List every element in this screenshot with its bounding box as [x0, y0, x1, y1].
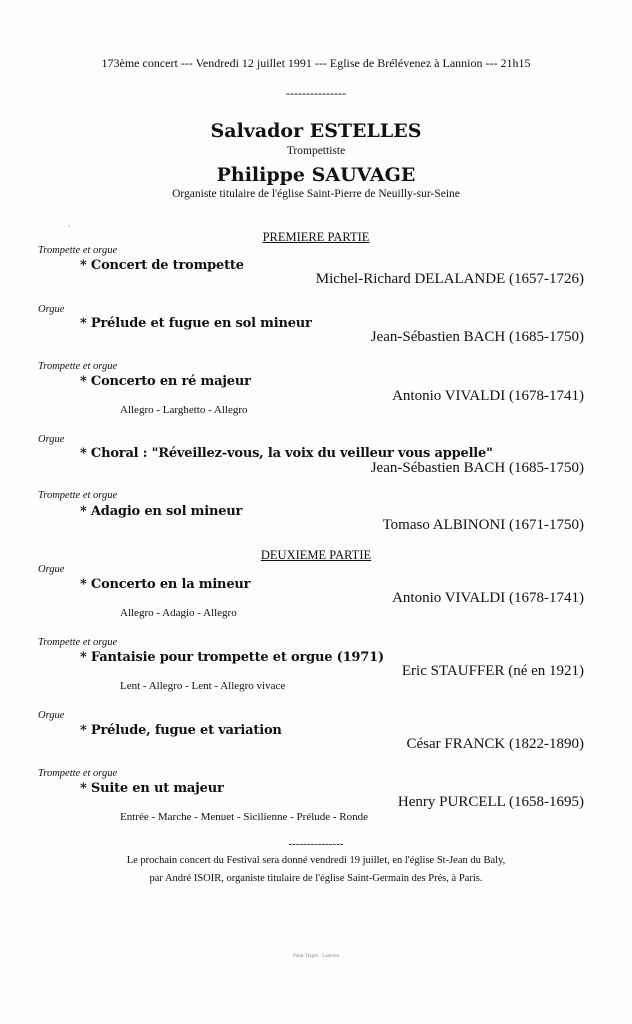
piece-title: * Concert de trompette — [80, 258, 244, 273]
piece-movements: Allegro - Larghetto - Allegro — [120, 404, 248, 416]
piece-title: * Concerto en la mineur — [80, 577, 251, 592]
part-heading-first: PREMIERE PARTIE — [262, 230, 370, 244]
piece-composer: Michel-Richard DELALANDE (1657-1726) — [315, 271, 584, 287]
piece-composer: Antonio VIVALDI (1678-1741) — [392, 388, 584, 404]
header-separator: --------------- — [286, 86, 346, 100]
piece-movements: Allegro - Adagio - Allegro — [120, 607, 237, 619]
piece-title: * Prélude, fugue et variation — [80, 723, 282, 738]
piece-composer: Jean-Sébastien BACH (1685-1750) — [370, 460, 584, 476]
stray-mark: · — [68, 222, 71, 231]
piece-title: * Prélude et fugue en sol mineur — [80, 316, 312, 331]
piece-instruments: Trompette et orgue — [38, 245, 118, 256]
closing-separator: --------------- — [288, 838, 344, 850]
piece-composer: Henry PURCELL (1658-1695) — [397, 794, 584, 810]
piece-instruments: Trompette et orgue — [38, 361, 118, 372]
piece-instruments: Trompette et orgue — [38, 490, 118, 501]
concert-header: 173ème concert --- Vendredi 12 juillet 1991 --- Eglise de Brélévenez à Lannion --- 21h15 — [101, 56, 531, 70]
piece-composer: César FRANCK (1822-1890) — [406, 736, 584, 752]
piece-instruments: Trompette et orgue — [38, 637, 118, 648]
next-concert-line-2: par André ISOIR, organiste titulaire de l'église Saint-Germain des Prés, à Paris. — [149, 873, 483, 884]
artist-role-organ: Organiste titulaire de l'église Saint-Pierre de Neuilly-sur-Seine — [172, 188, 460, 200]
piece-title: * Choral : "Réveillez-vous, la voix du veilleur vous appelle" — [80, 446, 493, 461]
piece-instruments: Orgue — [38, 304, 65, 315]
piece-movements: Entrée - Marche - Menuet - Sicilienne - Prélude - Ronde — [120, 811, 369, 823]
next-concert-line-1: Le prochain concert du Festival sera donné vendredi 19 juillet, en l'église St-Jean du Baly, — [126, 855, 506, 866]
piece-composer: Eric STAUFFER (né en 1921) — [401, 663, 584, 679]
printer-imprint: Publi Trégor · Lannion — [293, 954, 339, 959]
piece-instruments: Orgue — [38, 710, 65, 721]
piece-title: * Concerto en ré majeur — [80, 374, 251, 389]
part-heading-second: DEUXIEME PARTIE — [260, 548, 372, 562]
artist-name-organ: Philippe SAUVAGE — [216, 164, 416, 186]
piece-composer: Jean-Sébastien BACH (1685-1750) — [370, 329, 584, 345]
piece-instruments: Orgue — [38, 434, 65, 445]
artist-name-trumpet: Salvador ESTELLES — [210, 120, 422, 142]
piece-instruments: Trompette et orgue — [38, 768, 118, 779]
piece-title: * Suite en ut majeur — [80, 781, 224, 796]
piece-composer: Tomaso ALBINONI (1671-1750) — [382, 517, 584, 533]
piece-instruments: Orgue — [38, 564, 65, 575]
artist-role-trumpet: Trompettiste — [286, 145, 346, 157]
piece-composer: Antonio VIVALDI (1678-1741) — [392, 590, 584, 606]
piece-movements: Lent - Allegro - Lent - Allegro vivace — [120, 680, 286, 692]
piece-title: * Fantaisie pour trompette et orgue (1971) — [80, 650, 384, 665]
piece-title: * Adagio en sol mineur — [80, 504, 243, 519]
